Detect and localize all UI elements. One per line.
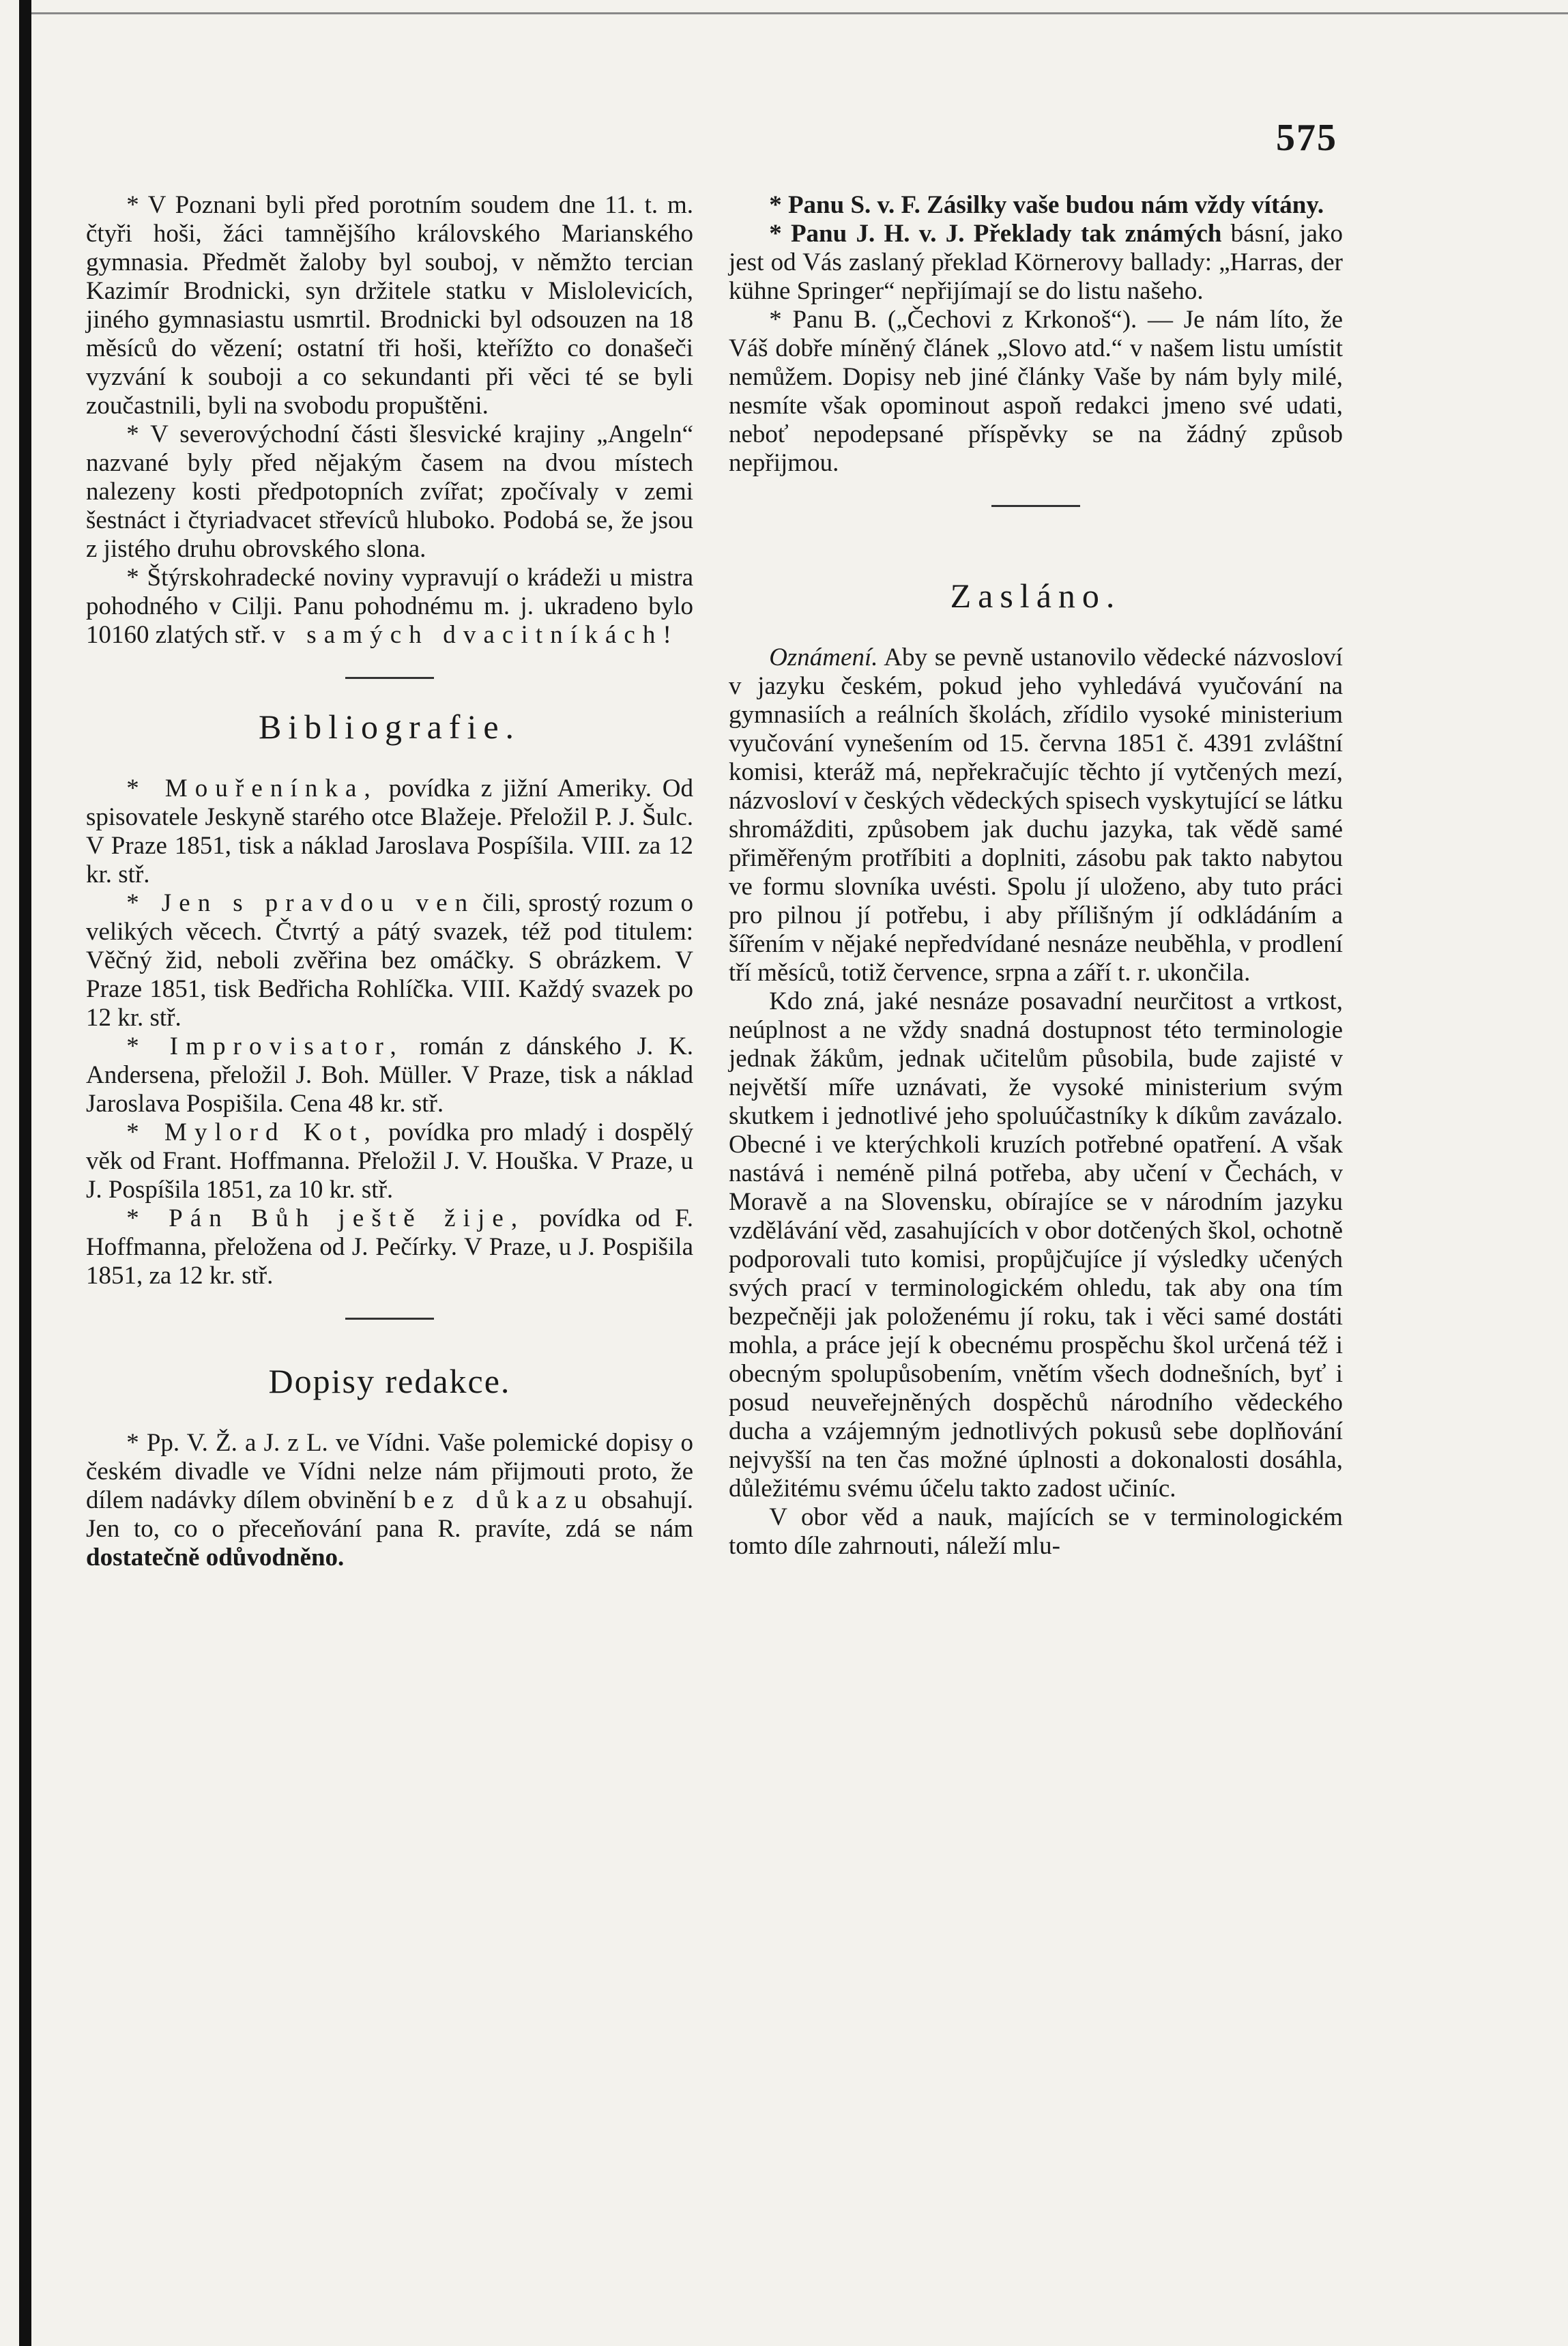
- zaslano-paragraph-3: V obor věd a nauk, majících se v terminologickém tomto díle zahrnouti, náleží mlu-: [729, 1503, 1343, 1560]
- bib-title: * Mylord Kot,: [126, 1118, 378, 1146]
- news-cilji-text: * Štýrskohradecké noviny vypravují o krádeži u mistra pohodného v Cilji. Panu pohodnému m. j. ukradeno bylo 10160 zlatých stř.: [86, 564, 693, 649]
- bib-title: * Pán Bůh ještě žije,: [126, 1204, 525, 1232]
- bib-text: čili, sprostý rozum o velikých věcech. Čtvrtý a pátý svazek, též pod titulem: Věčný žid, neboli zvěřina bez omáčky. S obrázkem. V Praze 1851, tisk Bedřicha Rohlíčka. VIII. Každý svazek po 12 kr. stř.: [86, 889, 693, 1032]
- bib-title: * Mouřenínka,: [126, 774, 378, 802]
- bib-text: román z dánského J. K. Andersena, přeložil J. Boh. Müller. V Praze, tisk a náklad Jaroslava Pospišila. Cena 48 kr. stř.: [86, 1032, 693, 1118]
- dopis-panu-b: * Panu B. („Čechovi z Krkonoš“). — Je nám líto, že Váš dobře míněný článek „Slovo atd.“ v našem listu umístit nemůžem. Dopisy neb jiné články Vaše by nám byly milé, nesmíte však opominout aspoň redakci jmeno své udati, neboť nepodepsané příspěvky se na žádný způsob nepřijmou.: [729, 306, 1343, 477]
- dopis-bold: dostatečně odůvodněno.: [86, 1544, 345, 1572]
- bib-entry-jen-s-pravdou: [86, 889, 693, 1032]
- bib-text: povídka od F. Hoffmanna, přeložena od J. Pečírky. V Praze, u J. Pospišila 1851, za 12 kr. stř.: [86, 1204, 693, 1290]
- bib-text: povídka z jižní Ameriky. Od spisovatele Jeskyně starého otce Blažeje. Přeložil P. J. Šulc. V Praze 1851, tisk a náklad Jaroslava Pospíšila. VIII. za 12 kr. stř.: [86, 774, 693, 888]
- section-divider: [345, 677, 434, 679]
- dopis-vidni: [86, 1429, 693, 1572]
- zaslano-paragraph-2: Kdo zná, jaké nesnáze posavadní neurčitost a vrtkost, neúplnost a ne vždy snadná dostupnost této terminologie jednak žákům, jednak učitelům působila, bude zajisté v největší míře uznávati, že vysoké ministerium svým skutkem i jednotlivé jeho spoluúčastníky k díkům zavázalo. Obecné i ve kterýchkoli kruzích potřebné opatření. A však nastává i neméně pilná potřeba, aby učení v Čechách, v Moravě a na Slovensku, obírajíce se v národním jazyku vzdělávání věd, zasahujících v obor dotčených škol, ochotně podporovali tuto komisi, propůjčujíce jí výsledky učených svých prací v terminologickém ohledu, tak aby ona tím bezpečněji jak položenému jí roku, tak i věci samé dostáti mohla, a práce její k obecnému prospěchu škol určená též i obecným spolupůsobením, vnětím všech dodnešních, byť i posud neuveřejněných dospěchů národního vědeckého ducha a vzájemným jednotlivých pokusů sebe doplňování nejvyšší na ten čas možné úplnosti a dokonalosti dosáhla, důležitému svému účelu takto zadost učiníc.: [729, 987, 1343, 1503]
- bib-entry-mourenka: [86, 774, 693, 889]
- dopis-panu-jh: [729, 220, 1343, 306]
- heading-bibliografie: Bibliografie.: [258, 708, 521, 746]
- bib-entry-pan-buh: [86, 1204, 693, 1290]
- oznameni-lead: Oznámení.: [769, 643, 878, 671]
- top-edge-line: [31, 12, 1568, 14]
- dopis-text: obsahují. Jen to, co o přeceňování pana R. pravíte, zdá se nám: [86, 1486, 693, 1543]
- dopis-bold-lead: * Panu J. H. v. J. Překlady tak známých: [769, 220, 1222, 248]
- left-column: [86, 191, 693, 1572]
- news-poznan: * V Poznani byli před porotním soudem dne 11. t. m. čtyři hoši, žáci tamnějšího královského Marianského gymnasia. Předmět žaloby byl souboj, v němžto tercian Kazimír Brodnicki, syn držitele statku v Mislolevicích, jiného gymnasiastu usmrtil. Brodnicki byl odsouzen na 18 měsíců do vězení; ostatní tři hoši, kteřížto co donašeči vyzvání k souboji a co sekundanti při věci té se byli zoučastnili, byli na svobodu propuštěni.: [86, 191, 693, 420]
- dopis-text: básní, jako jest od Vás zaslaný překlad Körnerovy ballady: „Harras, der kühne Springer“ nepřijímají se do listu našeho.: [729, 220, 1343, 305]
- dopis-panu-s: * Panu S. v. F. Zásilky vaše budou nám vždy vítány.: [769, 191, 1324, 219]
- dopis-emphasis: bez důkazu: [403, 1486, 594, 1514]
- bib-title: * Improvisator,: [126, 1032, 404, 1060]
- news-cilji-emphasis: v samých dvacitníkách!: [272, 621, 679, 649]
- section-divider: [991, 505, 1080, 507]
- zaslano-oznameni: [729, 643, 1343, 987]
- page-number: 575: [1276, 117, 1337, 159]
- news-cilji: [86, 564, 693, 650]
- section-divider: [345, 1318, 434, 1320]
- news-angeln: * V severovýchodní části šlesvické krajiny „Angeln“ nazvané byly před nějakým časem na dvou místech nalezeny kosti předpotopních zvířat; zpočívaly v zemi šestnáct i čtyriadvacet střevíců hluboko. Podobá se, že jsou z jistého druhu obrovského slona.: [86, 420, 693, 563]
- heading-dopisy-redakce: Dopisy redakce.: [268, 1362, 511, 1400]
- oznameni-text: Aby se pevně ustanovilo vědecké názvosloví v jazyku českém, pokud jeho vyhledává vyučování na gymnasiích a reálních školách, zřídilo vysoké ministerium vyučování vynešením od 15. června 1851 č. 4391 zvláštní komisi, kteráž má, nepřekračujíc těchto jí vytčených mezí, názvosloví v českých vědeckých spisech vyskytující se látku shromážditi, způsobem jak duchu jazyka, tak vědě samé přiměřeným protříbiti a doplniti, zásobu pak takto nabytou ve formu slovníka uvésti. Spolu jí uloženo, aby tuto práci pro pilnou jí potřebu, i aby přílišným jí odkládáním a šířením v nějaké nepředvídané nesnáze neuběhla, v prodlení tří měsíců, totiž července, srpna a září t. r. ukončila.: [729, 643, 1343, 987]
- bib-entry-mylord-kot: [86, 1118, 693, 1204]
- right-column: [729, 191, 1343, 1561]
- dopis-text: * Pp. V. Ž. a J. z L. ve Vídni. Vaše polemické dopisy o českém divadle ve Vídni nelze nám přijmouti proto, že dílem nadávky dílem obvinění: [86, 1429, 693, 1514]
- bib-title: * Jen s pravdou ven: [126, 889, 476, 917]
- bib-entry-improvisator: [86, 1032, 693, 1118]
- heading-zaslano: Zasláno.: [950, 577, 1122, 615]
- bib-text: povídka pro mladý i dospělý věk od Frant. Hoffmanna. Přeložil J. V. Houška. V Praze, u J. Pospíšila 1851, za 10 kr. stř.: [86, 1118, 693, 1204]
- binding-edge: [19, 0, 31, 2346]
